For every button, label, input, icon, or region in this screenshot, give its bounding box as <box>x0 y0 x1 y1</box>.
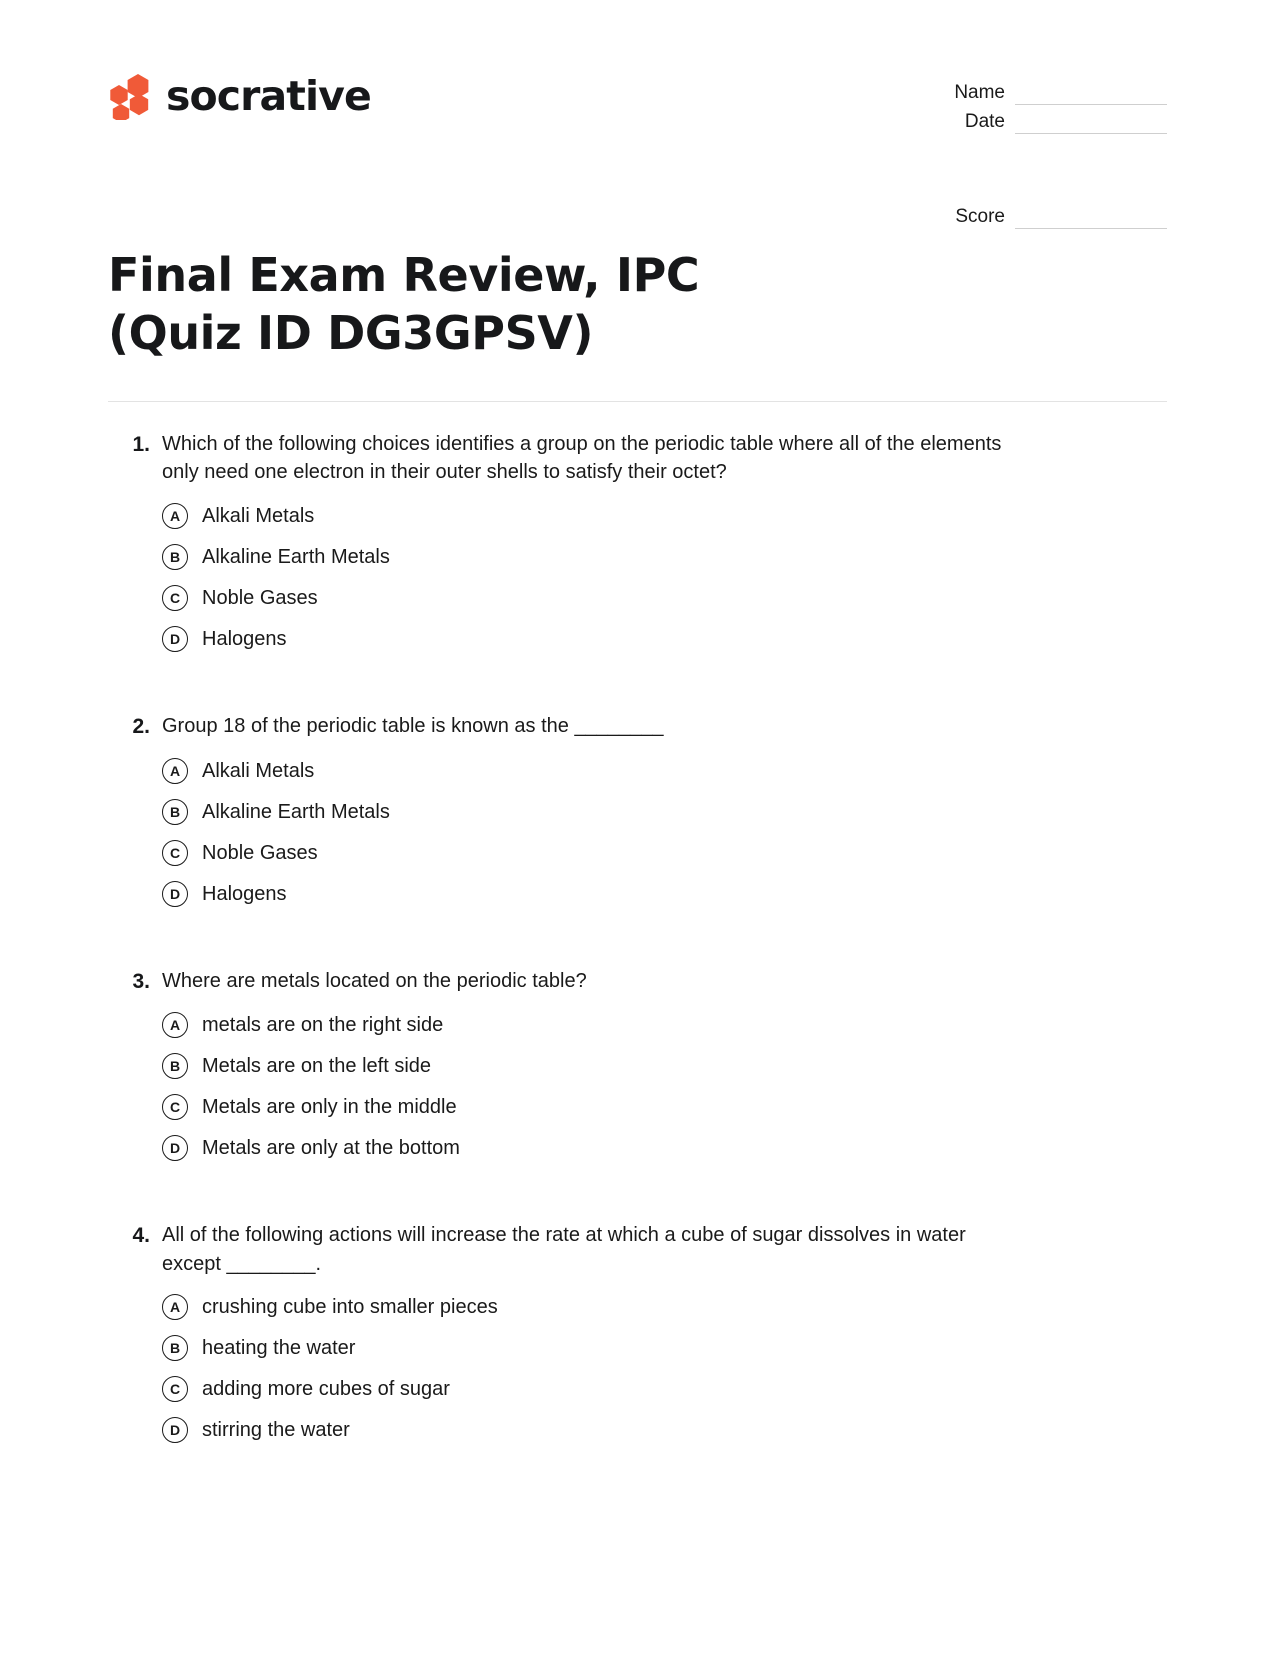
socrative-wordmark: socrative <box>166 71 371 120</box>
choice-label: Metals are on the left side <box>202 1055 432 1078</box>
choice-label: Halogens <box>202 627 287 650</box>
choice-bubble-b[interactable]: B <box>162 544 188 570</box>
choice-option[interactable] <box>108 1415 1167 1445</box>
choice-option[interactable] <box>108 1092 1167 1122</box>
choice-option[interactable] <box>108 1010 1167 1040</box>
choice-list <box>108 1292 1167 1445</box>
question-number: 4. <box>132 1224 150 1248</box>
choice-option[interactable] <box>108 1333 1167 1363</box>
choice-label: crushing cube into smaller pieces <box>202 1296 498 1319</box>
question-number: 2. <box>132 714 150 738</box>
title-block <box>0 229 1275 363</box>
student-info-block <box>935 76 1167 229</box>
choice-option[interactable] <box>108 879 1167 909</box>
question-text: Which of the following choices identifies a group on the periodic table where all of the elements only need one electron in their outer shells to satisfy their octet? <box>162 432 1002 484</box>
choice-label: Halogens <box>202 882 287 905</box>
choice-bubble-c[interactable]: C <box>162 585 188 611</box>
score-input-line[interactable] <box>1015 208 1167 229</box>
choice-bubble-a[interactable]: A <box>162 1012 188 1038</box>
choice-option[interactable] <box>108 756 1167 786</box>
question-item <box>108 1221 1167 1445</box>
date-label: Date <box>964 111 1005 132</box>
choice-bubble-a[interactable]: A <box>162 758 188 784</box>
question-header <box>108 712 1167 742</box>
page-header <box>0 0 1275 229</box>
question-item <box>108 430 1167 654</box>
question-header <box>108 967 1167 997</box>
question-header <box>108 430 1167 487</box>
choice-label: Noble Gases <box>202 841 318 864</box>
choice-label: stirring the water <box>202 1419 350 1442</box>
name-label: Name <box>954 82 1005 103</box>
choice-list <box>108 1010 1167 1163</box>
choice-bubble-b[interactable]: B <box>162 1335 188 1361</box>
choice-bubble-c[interactable]: C <box>162 840 188 866</box>
choice-bubble-d[interactable]: D <box>162 1135 188 1161</box>
choice-bubble-d[interactable]: D <box>162 626 188 652</box>
question-number: 3. <box>132 969 150 993</box>
question-number: 1. <box>132 432 150 456</box>
choice-option[interactable] <box>108 583 1167 613</box>
choice-label: Alkali Metals <box>202 759 315 782</box>
choice-label: Metals are only in the middle <box>202 1096 457 1119</box>
choice-label: Alkali Metals <box>202 504 315 527</box>
choice-option[interactable] <box>108 1374 1167 1404</box>
choice-bubble-d[interactable]: D <box>162 1417 188 1443</box>
choice-bubble-d[interactable]: D <box>162 881 188 907</box>
choice-option[interactable] <box>108 1051 1167 1081</box>
name-row <box>935 76 1167 105</box>
choice-bubble-a[interactable]: A <box>162 503 188 529</box>
question-item <box>108 967 1167 1164</box>
choice-bubble-c[interactable]: C <box>162 1376 188 1402</box>
choice-label: Noble Gases <box>202 586 318 609</box>
choice-option[interactable] <box>108 542 1167 572</box>
choice-option[interactable] <box>108 624 1167 654</box>
choice-list <box>108 501 1167 654</box>
choice-label: adding more cubes of sugar <box>202 1378 450 1401</box>
choice-option[interactable] <box>108 1133 1167 1163</box>
question-text: Where are metals located on the periodic table? <box>162 969 587 992</box>
question-item <box>108 712 1167 909</box>
question-text: All of the following actions will increase the rate at which a cube of sugar dissolves in water except ________. <box>162 1224 966 1275</box>
choice-label: Alkaline Earth Metals <box>202 800 390 823</box>
date-row <box>935 105 1167 134</box>
choice-label: metals are on the right side <box>202 1014 444 1037</box>
choice-label: heating the water <box>202 1337 356 1360</box>
question-header <box>108 1221 1167 1278</box>
choice-bubble-b[interactable]: B <box>162 1053 188 1079</box>
choice-bubble-b[interactable]: B <box>162 799 188 825</box>
choice-bubble-c[interactable]: C <box>162 1094 188 1120</box>
meta-spacer <box>935 134 1167 200</box>
choice-option[interactable] <box>108 838 1167 868</box>
score-label: Score <box>955 206 1005 227</box>
socrative-logo <box>108 72 371 120</box>
date-input-line[interactable] <box>1015 113 1167 134</box>
questions-list <box>0 402 1275 1445</box>
score-row <box>935 200 1167 229</box>
choice-option[interactable] <box>108 1292 1167 1322</box>
choice-option[interactable] <box>108 797 1167 827</box>
page-title: Final Exam Review, IPC (Quiz ID DG3GPSV) <box>108 248 700 360</box>
socrative-hexagon-logo-icon <box>108 72 152 120</box>
choice-label: Alkaline Earth Metals <box>202 545 390 568</box>
name-input-line[interactable] <box>1015 84 1167 105</box>
choice-option[interactable] <box>108 501 1167 531</box>
question-text: Group 18 of the periodic table is known as the ________ <box>162 714 664 737</box>
choice-list <box>108 756 1167 909</box>
choice-label: Metals are only at the bottom <box>202 1137 460 1160</box>
choice-bubble-a[interactable]: A <box>162 1294 188 1320</box>
